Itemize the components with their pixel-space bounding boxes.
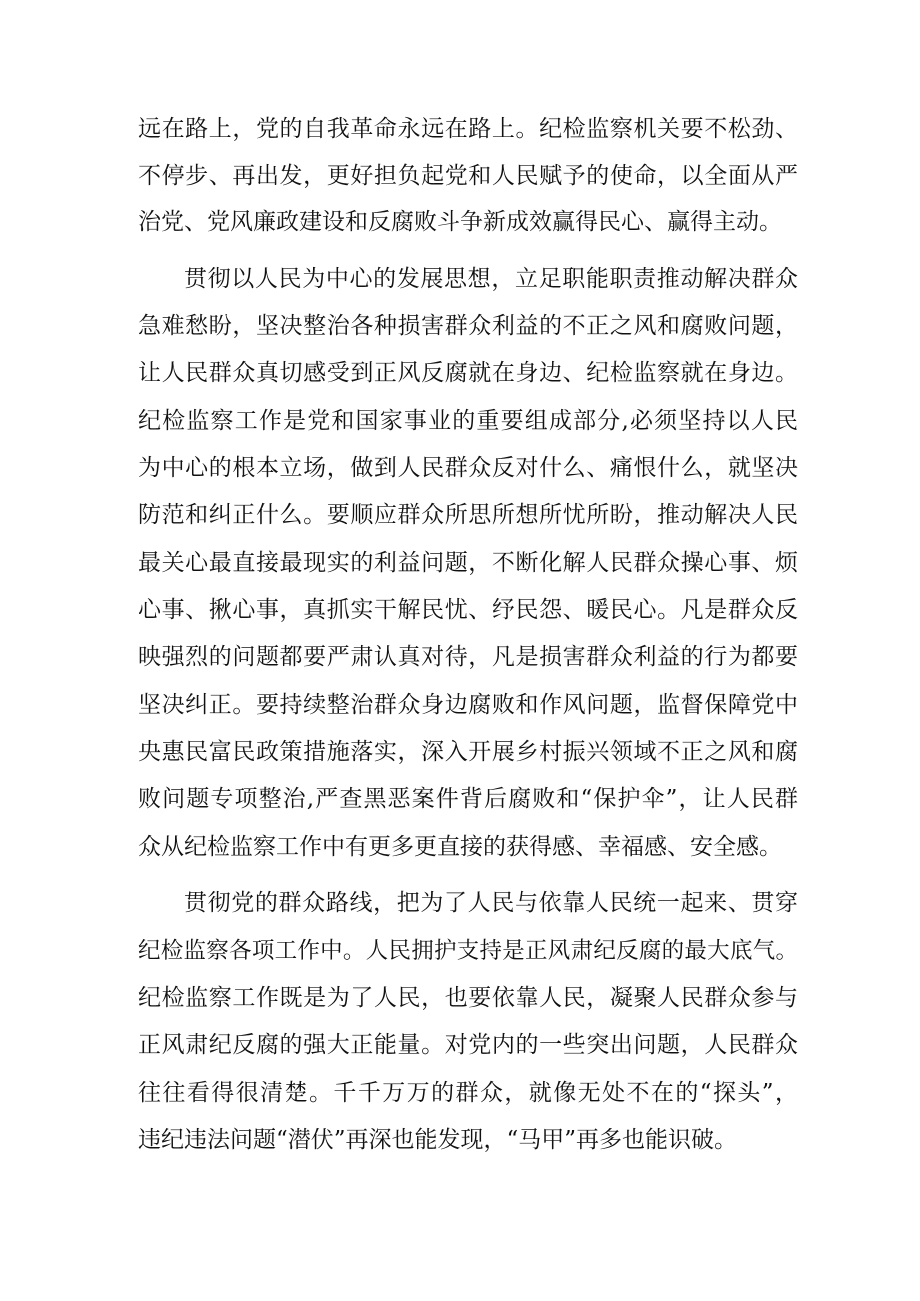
text-line: 纪检监察工作既是为了人民，也要依靠人民，凝聚人民群众参与 (138, 985, 798, 1011)
text-line: 治党、党风廉政建设和反腐败斗争新成效赢得民心、赢得主动。 (138, 209, 782, 235)
text-line: 防范和纠正什么。要顺应群众所思所想所忧所盼，推动解决人民 (138, 502, 798, 528)
text-line: 往往看得很清楚。千千万万的群众，就像无处不在的“探头”， (138, 1080, 798, 1106)
text-line: 最关心最直接最现实的利益问题，不断化解人民群众操心事、烦 (138, 550, 798, 576)
text-line: 为中心的根本立场，做到人民群众反对什么、痛恨什么，就坚决 (138, 455, 798, 481)
text-line: 纪检监察工作是党和国家事业的重要组成部分,必须坚持以人民 (138, 408, 798, 434)
text-line: 心事、揪心事，真抓实干解民忧、纾民怨、暖民心。凡是群众反 (138, 597, 798, 623)
text-line: 映强烈的问题都要严肃认真对待，凡是损害群众利益的行为都要 (138, 644, 798, 670)
text-line: 纪检监察各项工作中。人民拥护支持是正风肃纪反腐的最大底气。 (138, 938, 798, 964)
text-line: 众从纪检监察工作中有更多更直接的获得感、幸福感、安全感。 (138, 834, 782, 860)
text-line: 远在路上，党的自我革命永远在路上。纪检监察机关要不松劲、 (138, 116, 798, 142)
text-line: 违纪违法问题“潜伏”再深也能发现，“马甲”再多也能识破。 (138, 1127, 738, 1153)
paragraph-first-line: 贯彻党的群众路线，把为了人民与依靠人民统一起来、贯穿 (184, 890, 798, 916)
text-line: 败问题专项整治,严查黑恶案件背后腐败和“保护伞”，让人民群 (138, 786, 798, 812)
text-line: 正风肃纪反腐的强大正能量。对党内的一些突出问题，人民群众 (138, 1032, 798, 1058)
text-line: 不停步、再出发，更好担负起党和人民赋予的使命，以全面从严 (138, 163, 798, 189)
text-line: 央惠民富民政策措施落实，深入开展乡村振兴领域不正之风和腐 (138, 739, 798, 765)
text-line: 坚决纠正。要持续整治群众身边腐败和作风问题，监督保障党中 (138, 692, 798, 718)
text-line: 让人民群众真切感受到正风反腐就在身边、纪检监察就在身边。 (138, 360, 798, 386)
text-line: 急难愁盼，坚决整治各种损害群众利益的不正之风和腐败问题， (138, 313, 798, 339)
paragraph-first-line: 贯彻以人民为中心的发展思想，立足职能职责推动解决群众 (184, 266, 798, 292)
